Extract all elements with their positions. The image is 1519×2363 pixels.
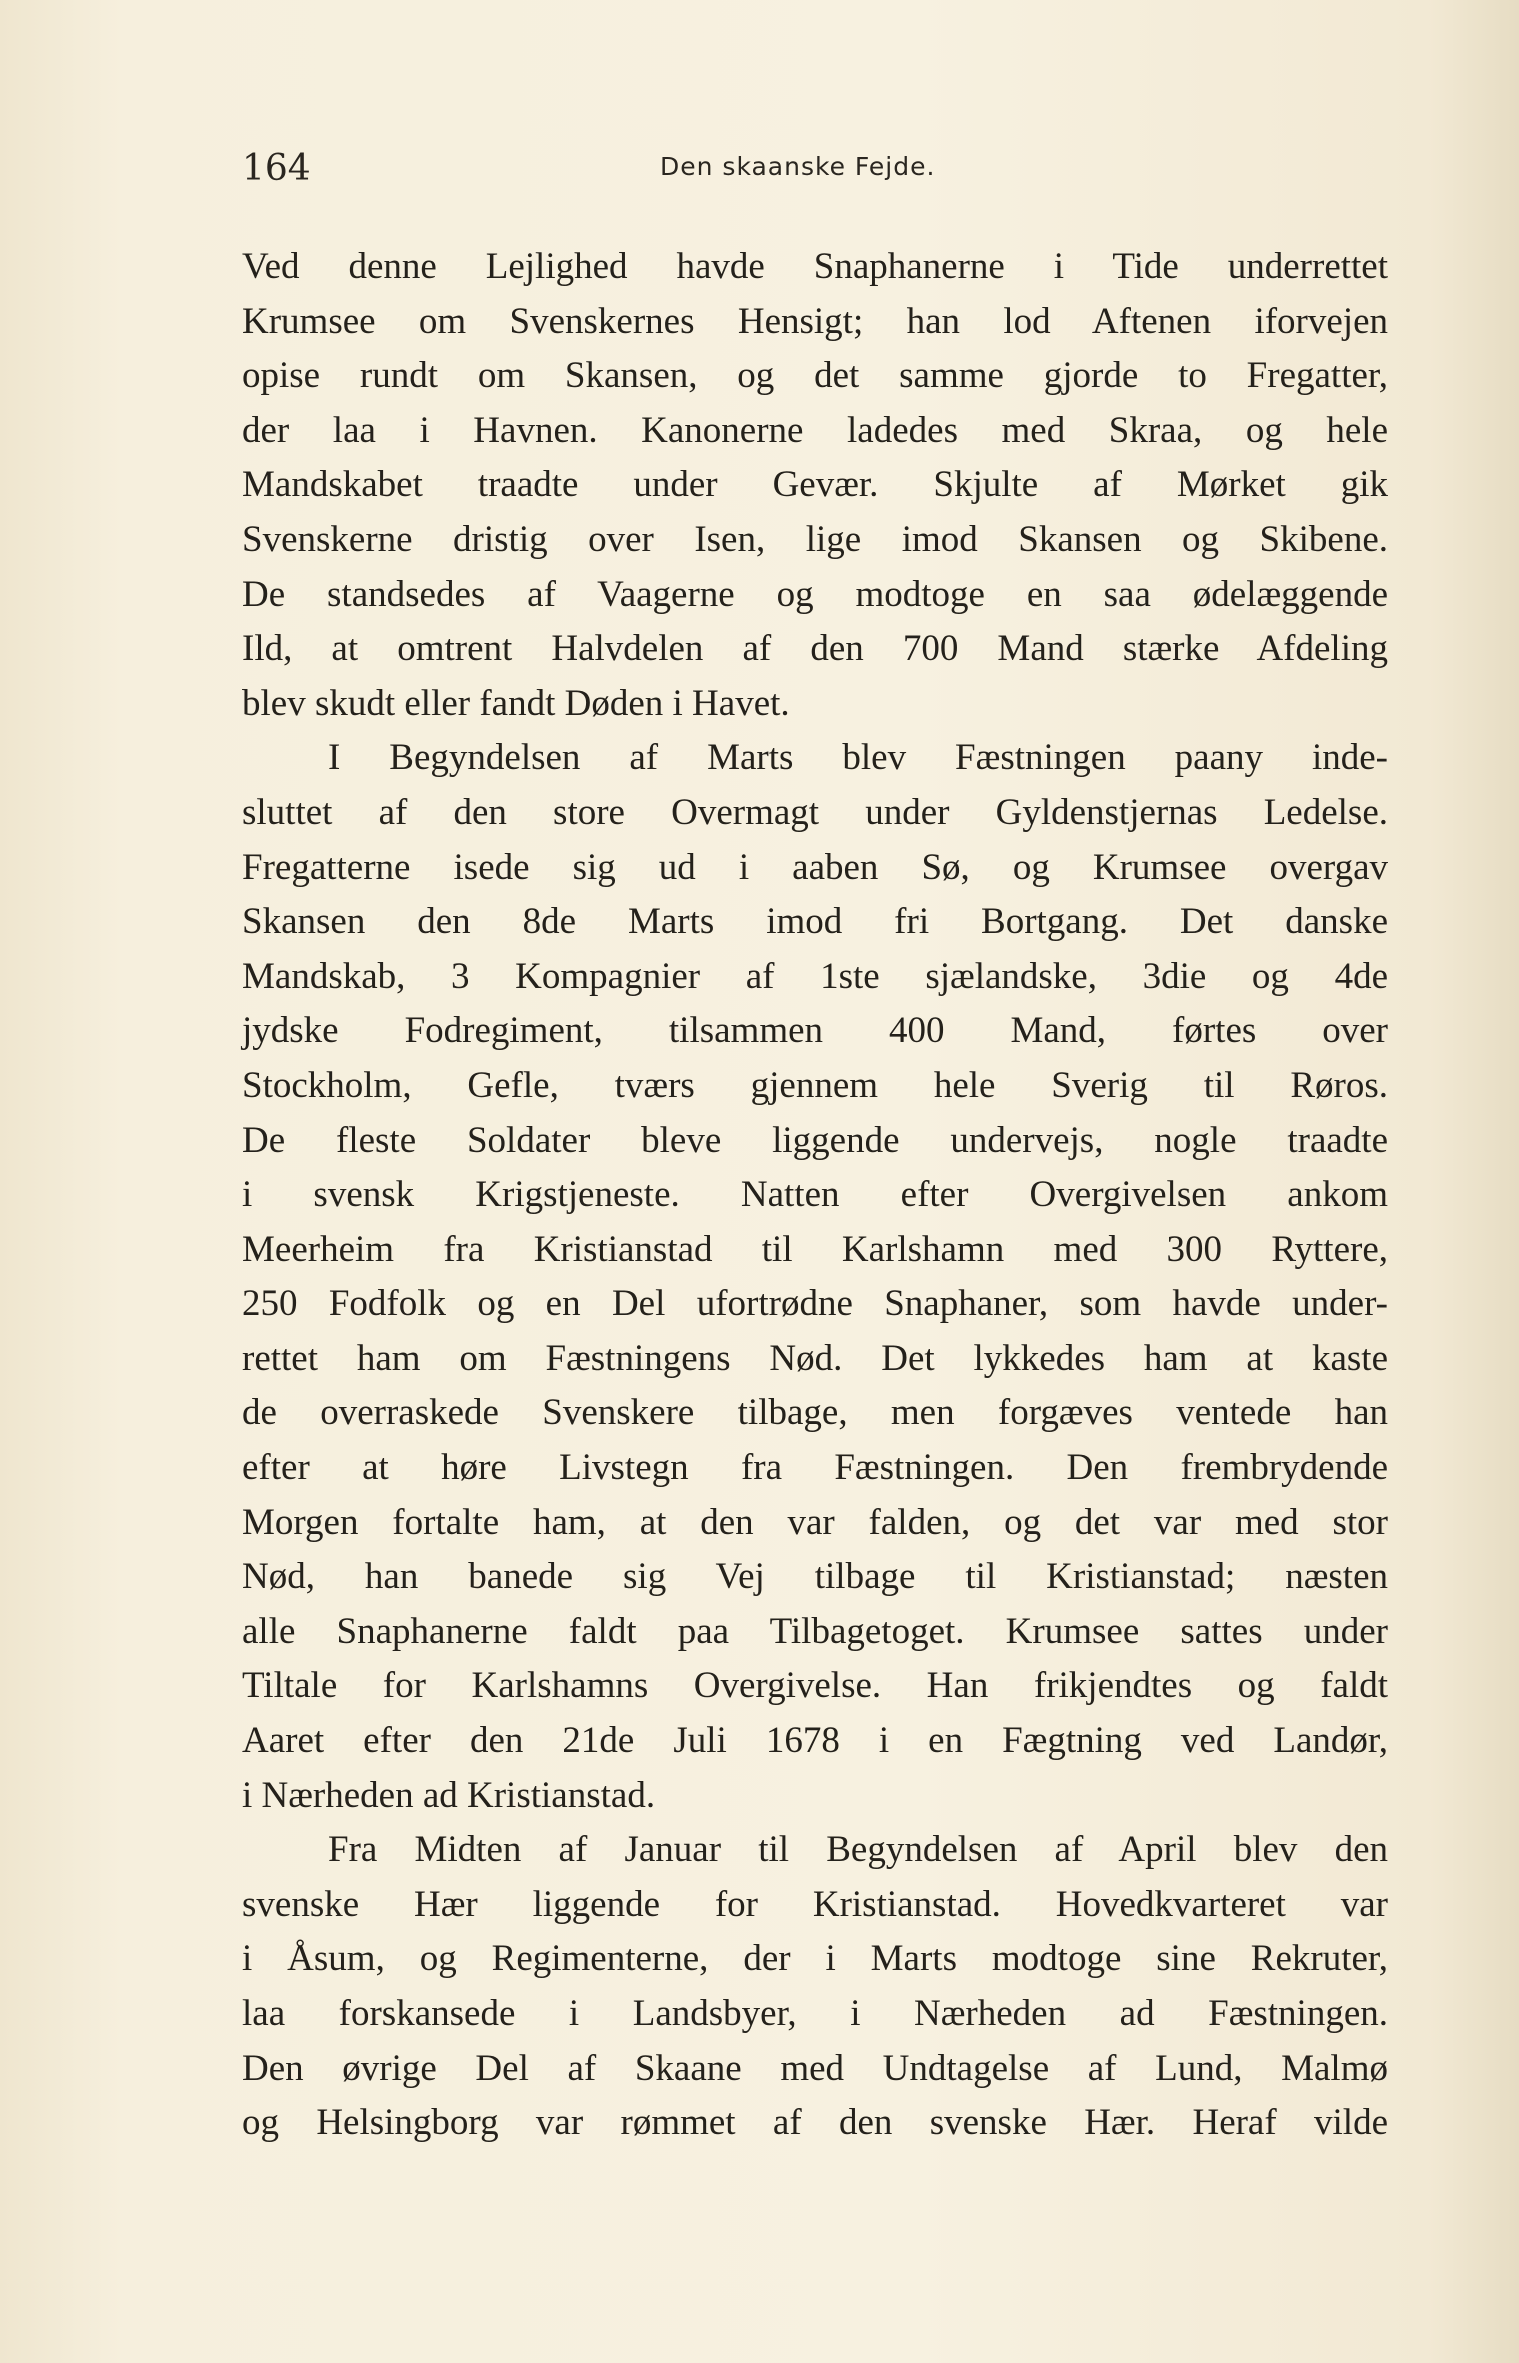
text-line: Fregatterne isede sig ud i aaben Sø, og Krumsee overgav xyxy=(242,846,1388,888)
text-line: laa forskansede i Landsbyer, i Nærheden ad Fæstningen. xyxy=(242,1993,1388,2034)
text-line: og Helsingborg var rømmet af den svenske Hær. Heraf vilde xyxy=(242,2102,1388,2144)
text-line: De standsedes af Vaagerne og modtoge en saa ødelæggende xyxy=(242,573,1388,615)
text-line: I Begyndelsen af Marts blev Fæstningen paany inde- xyxy=(328,737,1388,779)
page-header xyxy=(240,140,1390,200)
text-line: 250 Fodfolk og en Del ufortrødne Snaphaner, som havde under- xyxy=(242,1283,1388,1325)
text-line: Den øvrige Del af Skaane med Undtagelse af Lund, Malmø xyxy=(242,2047,1388,2089)
text-line: sluttet af den store Overmagt under Gyldenstjernas Ledelse. xyxy=(242,791,1388,833)
text-line: Skansen den 8de Marts imod fri Bortgang. Det danske xyxy=(242,901,1388,943)
page-number: 164 xyxy=(242,148,311,189)
text-line: Nød, han banede sig Vej tilbage til Kristianstad; næsten xyxy=(242,1556,1388,1598)
text-line: Tiltale for Karlshamns Overgivelse. Han frikjendtes og faldt xyxy=(242,1665,1388,1707)
text-line: de overraskede Svenskere tilbage, men forgæves ventede han xyxy=(242,1392,1388,1434)
text-line: Ved denne Lejlighed havde Snaphanerne i Tide underrettet xyxy=(242,246,1388,287)
text-line: Mandskabet traadte under Gevær. Skjulte af Mørket gik xyxy=(242,464,1388,506)
text-line: rettet ham om Fæstningens Nød. Det lykkedes ham at kaste xyxy=(242,1337,1388,1379)
text-line: Aaret efter den 21de Juli 1678 i en Fægtning ved Landør, xyxy=(242,1720,1388,1762)
text-line: svenske Hær liggende for Kristianstad. Hovedkvarteret var xyxy=(242,1883,1388,1925)
text-line: Fra Midten af Januar til Begyndelsen af April blev den xyxy=(328,1829,1388,1871)
text-line: jydske Fodregiment, tilsammen 400 Mand, førtes over xyxy=(242,1010,1388,1052)
paragraph xyxy=(242,1823,1388,2151)
text-line: opise rundt om Skansen, og det samme gjorde to Fregatter, xyxy=(242,355,1388,397)
text-line: i Nærheden ad Kristianstad. xyxy=(242,1774,656,1816)
text-line: Stockholm, Gefle, tværs gjennem hele Sverig til Røros. xyxy=(242,1064,1388,1106)
text-line: Svenskerne dristig over Isen, lige imod Skansen og Skibene. xyxy=(242,518,1388,560)
text-line: Krumsee om Svenskernes Hensigt; han lod Aftenen iforvejen xyxy=(242,300,1388,342)
text-line: Mandskab, 3 Kompagnier af 1ste sjælandske, 3die og 4de xyxy=(242,955,1388,997)
text-line: Ild, at omtrent Halvdelen af den 700 Mand stærke Afdeling xyxy=(242,628,1388,670)
text-line: blev skudt eller fandt Døden i Havet. xyxy=(242,682,790,724)
text-line: i Åsum, og Regimenterne, der i Marts modtoge sine Rekruter, xyxy=(242,1938,1388,1980)
text-line: Meerheim fra Kristianstad til Karlshamn med 300 Ryttere, xyxy=(242,1228,1388,1270)
running-head: Den skaanske Fejde. xyxy=(660,152,936,181)
text-line: alle Snaphanerne faldt paa Tilbagetoget. Krumsee sattes under xyxy=(242,1610,1388,1652)
text-line: De fleste Soldater bleve liggende undervejs, nogle traadte xyxy=(242,1119,1388,1161)
text-line: efter at høre Livstegn fra Fæstningen. Den frembrydende xyxy=(242,1447,1388,1489)
paragraph xyxy=(242,731,1388,1823)
body-text xyxy=(242,240,1388,2151)
text-line: Morgen fortalte ham, at den var falden, og det var med stor xyxy=(242,1501,1388,1543)
text-line: i svensk Krigstjeneste. Natten efter Overgivelsen ankom xyxy=(242,1174,1388,1216)
text-line: der laa i Havnen. Kanonerne ladedes med Skraa, og hele xyxy=(242,409,1388,451)
paragraph xyxy=(242,240,1388,731)
